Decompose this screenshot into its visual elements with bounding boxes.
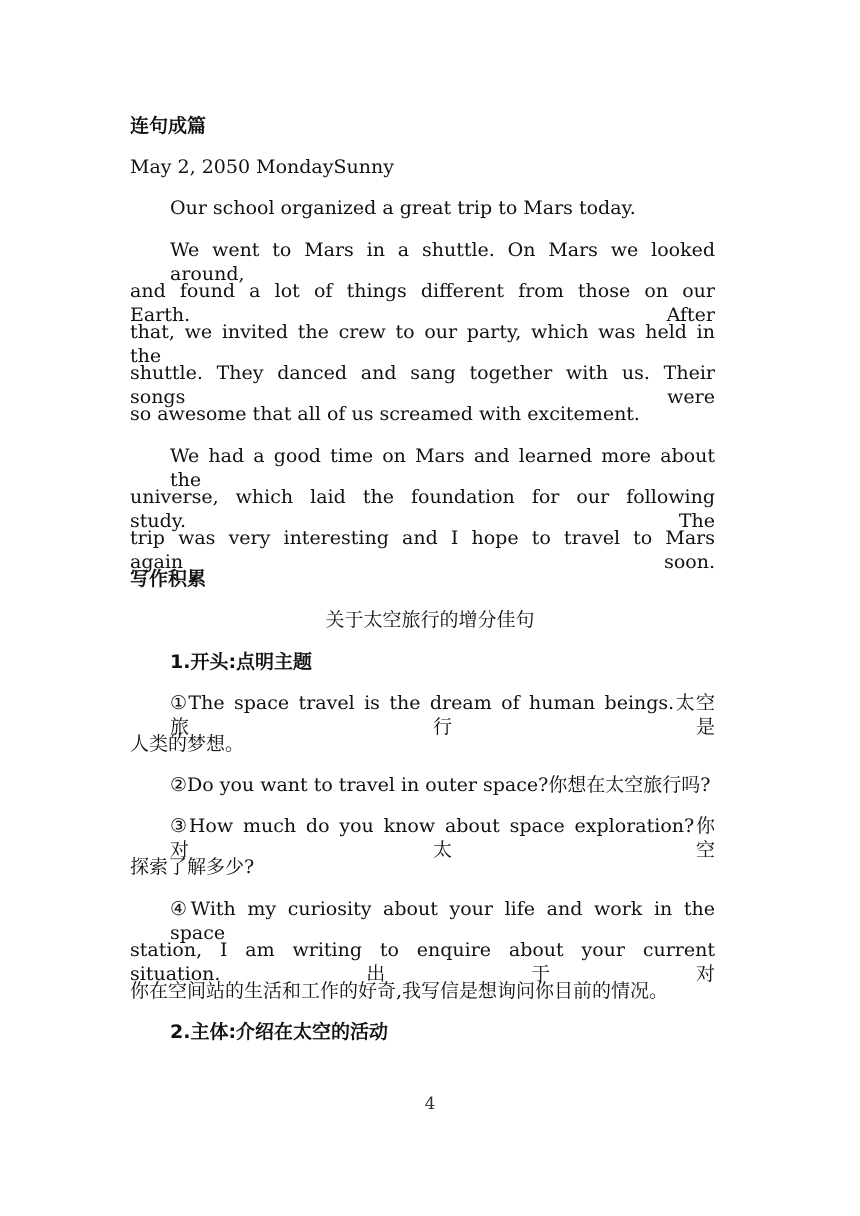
sentence-item-4-line: ④With my curiosity about your life and work in the space <box>170 898 715 944</box>
paragraph-3-line: universe, which laid the foundation for our following study. The <box>130 486 715 532</box>
paragraph-3-line: We had a good time on Mars and learned more about the <box>170 445 715 491</box>
sentence-item-3-line: ③How much do you know about space exploration?你对太空 <box>170 815 715 861</box>
section-heading-writing: 写作积累 <box>130 568 207 590</box>
sentence-item-2: ②Do you want to travel in outer space?你想在太空旅行吗? <box>170 774 711 796</box>
sentence-item-1-line: ①The space travel is the dream of human beings.太空旅行是 <box>170 692 715 738</box>
paragraph-2-line: We went to Mars in a shuttle. On Mars we looked around, <box>170 239 715 285</box>
paragraph-1: Our school organized a great trip to Mars today. <box>170 197 636 219</box>
date-line: May 2, 2050 MondaySunny <box>130 156 394 178</box>
sentence-item-3-line: 探索了解多少? <box>130 856 255 878</box>
sentence-item-1-line: 人类的梦想。 <box>130 733 245 755</box>
page-number: 4 <box>424 1094 436 1114</box>
subheading-opening: 1.开头:点明主题 <box>170 651 313 673</box>
paragraph-2-line: and found a lot of things different from those on our Earth. After <box>130 280 715 326</box>
paragraph-3-line: trip was very interesting and I hope to travel to Mars again soon. <box>130 527 715 573</box>
paragraph-2-line: shuttle. They danced and sang together with us. Their songs were <box>130 362 715 408</box>
paragraph-2-line: so awesome that all of us screamed with excitement. <box>130 403 640 425</box>
subheading-body: 2.主体:介绍在太空的活动 <box>170 1021 389 1043</box>
section-heading-linking: 连句成篇 <box>130 115 207 137</box>
sentence-item-4-line: station, I am writing to enquire about your current situation.出于对 <box>130 939 715 985</box>
section-title: 关于太空旅行的增分佳句 <box>325 609 535 631</box>
paragraph-2-line: that, we invited the crew to our party, which was held in the <box>130 321 715 367</box>
sentence-item-4-line: 你在空间站的生活和工作的好奇,我写信是想询问你目前的情况。 <box>130 980 669 1002</box>
